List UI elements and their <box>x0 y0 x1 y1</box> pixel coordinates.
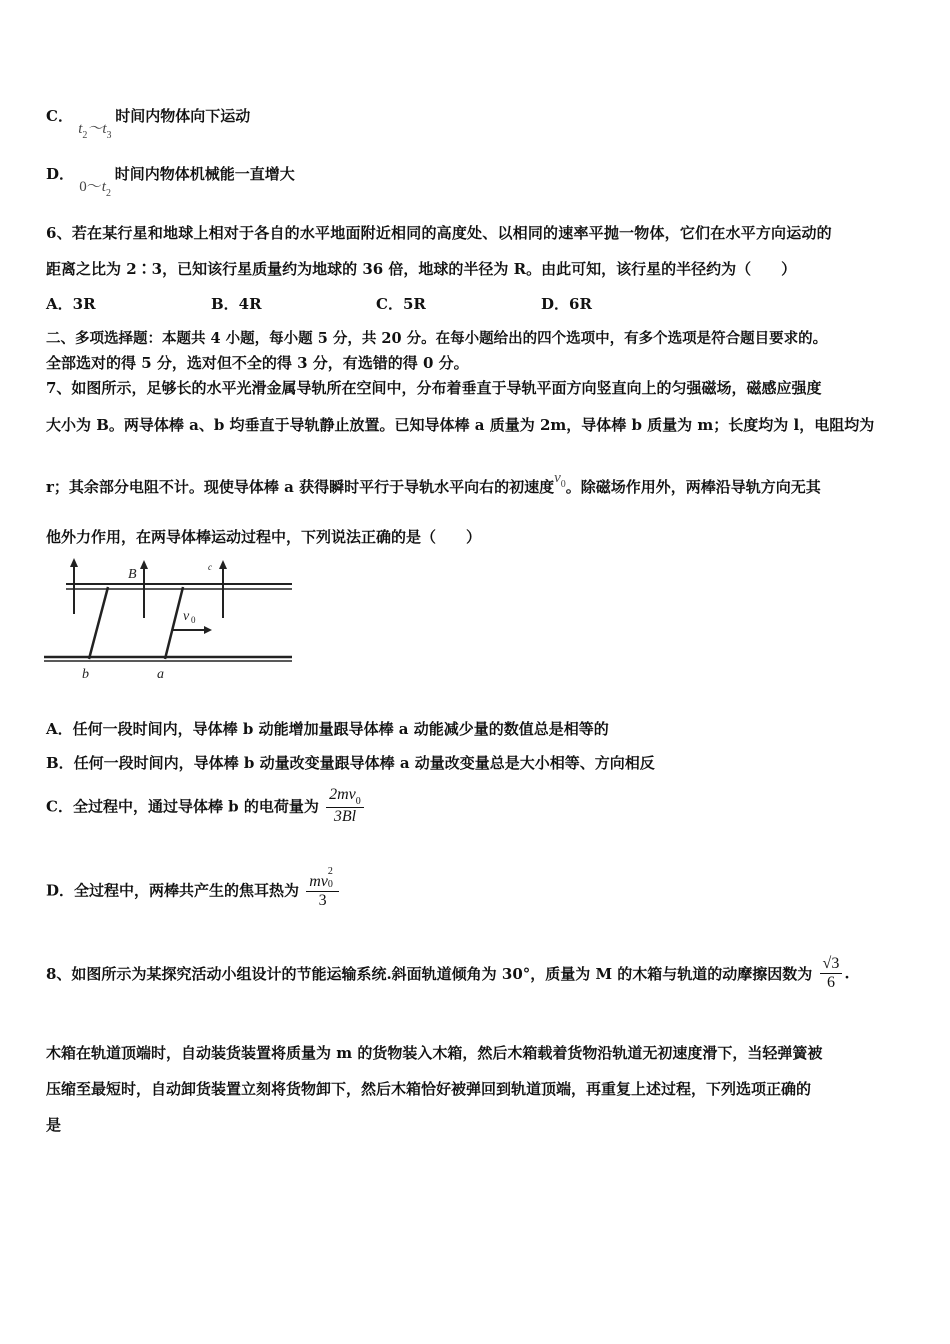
v0-math <box>554 470 566 490</box>
heat-fraction <box>306 866 339 910</box>
q7-line3 <box>46 470 821 500</box>
math-sub: 0 <box>355 796 361 807</box>
fraction-denominator: 3Bl <box>333 808 357 825</box>
section2-heading-line1: 二、多项选择题：本题共 4 小题，每小题 5 分，共 20 分。在每小题给出的四个选项中，有多个选项是符合题目要求的。 <box>46 330 828 347</box>
q6-option-c: C．5R <box>376 295 426 313</box>
math-sub: 2 <box>82 130 88 141</box>
field-arrowhead-3 <box>219 560 227 569</box>
q5-option-d <box>46 163 295 199</box>
charge-fraction <box>326 786 364 826</box>
q8-line4: 是 <box>46 1116 62 1134</box>
math-numerator: mv <box>309 873 328 890</box>
time-interval-math <box>78 121 115 141</box>
q7-option-b: B．任何一段时间内，导体棒 b 动量改变量跟导体棒 a 动量改变量总是大小相等、方向相反 <box>46 754 655 772</box>
q6-line1: 6、若在某行星和地球上相对于各自的水平地面附近相同的高度处、以相同的速率平抛一物体，它们在水平方向运动的 <box>46 224 832 242</box>
q8-line1-text: 8、如图所示为某探究活动小组设计的节能运输系统.斜面轨道倾角为 30°，质量为 M 的木箱与轨道的动摩擦因数为 <box>46 965 813 983</box>
fraction-denominator: 6 <box>826 974 835 991</box>
q6-option-d: D．6R <box>541 295 592 313</box>
math-t: t <box>78 121 83 137</box>
option-text: 时间内物体向下运动 <box>115 107 251 125</box>
field-arrowhead-1 <box>70 558 78 567</box>
rail-diagram <box>42 556 302 686</box>
friction-fraction <box>820 955 843 992</box>
label-B: B <box>128 567 137 582</box>
option-text: C．全过程中，通过导体棒 b 的电荷量为 <box>46 797 319 816</box>
math-sub: 2 <box>105 188 111 199</box>
fraction-numerator: √3 <box>820 955 843 974</box>
math-t: t <box>101 179 106 195</box>
fraction-numerator <box>326 786 364 808</box>
time-interval-math <box>79 179 114 199</box>
q7-option-a: A．任何一段时间内，导体棒 b 动能增加量跟导体棒 a 动能减少量的数值总是相等的 <box>46 720 609 738</box>
q7-line3-text-end: 。除磁场作用外，两棒沿导轨方向无其 <box>565 478 821 496</box>
rod-a <box>165 587 183 659</box>
q6-line2: 距离之比为 2∶3，已知该行星质量约为地球的 36 倍，地球的半径为 R。由此可知，该行星的半径约为（ ） <box>46 260 797 278</box>
rod-b <box>89 587 108 659</box>
q7-line3-text: r；其余部分电阻不计。现使导体棒 a 获得瞬时平行于导轨水平向右的初速度 <box>46 478 555 496</box>
option-label: C． <box>46 107 73 125</box>
math-sub: 0 <box>327 879 333 890</box>
math-numerator: 2mv <box>329 786 356 803</box>
q7-line2: 大小为 B。两导体棒 a、b 均垂直于导轨静止放置。已知导体棒 a 质量为 2m，导体棒 b 质量为 m；长度均为 l，电阻均为 <box>46 416 875 434</box>
q7-line4: 他外力作用，在两导体棒运动过程中，下列说法正确的是（ ） <box>46 528 482 546</box>
fraction-denominator: 3 <box>318 892 327 909</box>
q7-option-c <box>46 786 366 826</box>
option-text: D．全过程中，两棒共产生的焦耳热为 <box>46 881 300 900</box>
label-b: b <box>82 667 89 682</box>
section2-heading-line2: 全部选对的得 5 分，选对但不全的得 3 分，有选错的得 0 分。 <box>46 354 469 372</box>
option-label: D． <box>46 165 75 183</box>
q8-line1 <box>46 955 850 992</box>
math-v: v <box>554 470 561 486</box>
q8-line2: 木箱在轨道顶端时，自动装货装置将质量为 m 的货物装入木箱，然后木箱载着货物沿轨道无初速度滑下，当轻弹簧被 <box>46 1044 823 1062</box>
field-arrowhead-2 <box>140 560 148 569</box>
option-text: 时间内物体机械能一直增大 <box>114 165 295 183</box>
q7-option-d <box>46 866 341 910</box>
label-a: a <box>157 667 164 682</box>
period: . <box>844 964 850 983</box>
fraction-numerator <box>306 866 339 892</box>
label-v: v <box>183 609 190 624</box>
q8-line3: 压缩至最短时，自动卸货装置立刻将货物卸下，然后木箱恰好被弹回到轨道顶端，再重复上述过程，下列选项正确的 <box>46 1080 812 1098</box>
label-mark: c <box>208 562 212 572</box>
q5-option-c <box>46 105 251 141</box>
q6-option-a: A．3R <box>46 295 96 313</box>
math-tilde: ～ <box>87 121 103 137</box>
math-sup: 2 <box>327 866 333 877</box>
q6-option-b: B．4R <box>211 295 262 313</box>
math-sub: 0 <box>560 479 566 490</box>
math-sub: 3 <box>106 130 112 141</box>
q7-line1: 7、如图所示，足够长的水平光滑金属导轨所在空间中，分布着垂直于导轨平面方向竖直向上的匀强磁场，磁感应强度 <box>46 379 822 397</box>
velocity-arrowhead <box>204 626 212 634</box>
label-v-sub: 0 <box>191 615 196 625</box>
math-zero: 0～ <box>79 179 102 195</box>
math-t: t <box>102 121 107 137</box>
